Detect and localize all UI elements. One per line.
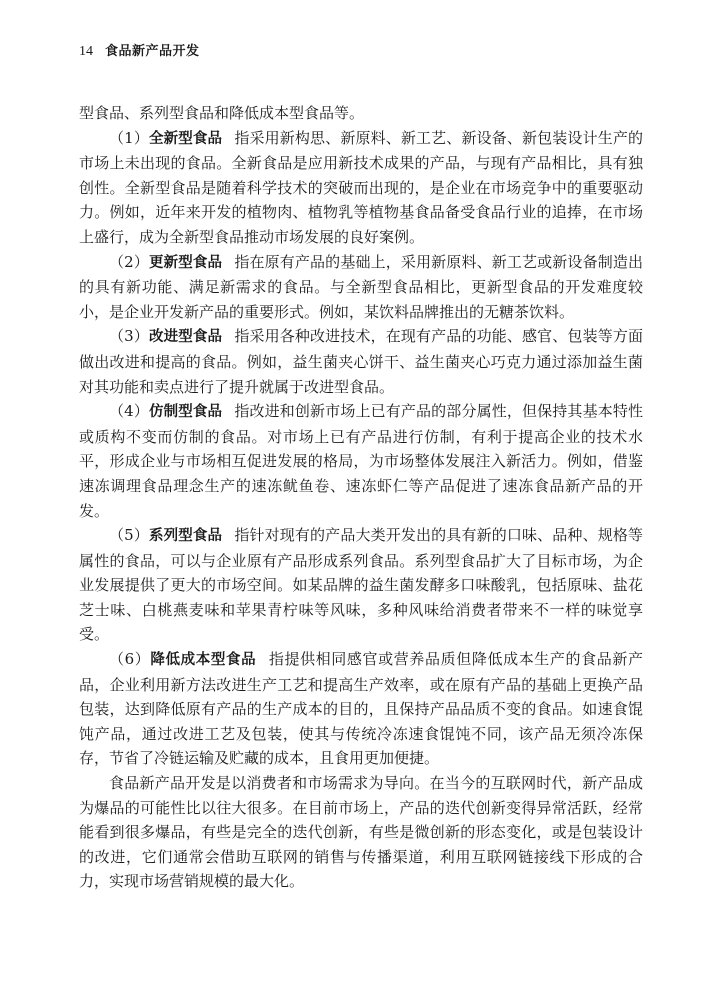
- item-number: （2）: [109, 252, 149, 271]
- item-number: （5）: [109, 526, 149, 545]
- paragraph-continuation: 型食品、系列型食品和降低成本型食品等。: [79, 104, 365, 122]
- item-number: （4）: [109, 402, 149, 421]
- paragraph-improved-food: [79, 324, 643, 399]
- item-term: 系列型食品: [148, 528, 223, 545]
- paragraph-imitation-food: [79, 399, 643, 523]
- item-term: 全新型食品: [148, 130, 223, 147]
- running-header: [79, 43, 200, 61]
- paragraph-new-food: [79, 126, 643, 250]
- book-title: 食品新产品开发: [105, 44, 200, 59]
- item-number: （3）: [109, 327, 149, 346]
- page-number: 14: [79, 44, 93, 59]
- item-term: 更新型食品: [148, 254, 223, 271]
- item-number: （1）: [109, 128, 149, 147]
- paragraph-conclusion: 食品新产品开发是以消费者和市场需求为导向。在当今的互联网时代，新产品成为爆品的可能性比以往大很多。在目前市场上，产品的迭代创新变得异常活跃，经常能看到很多爆品，有些是完全的迭代创新，有些是微创新的形态变化，或是包装设计的改进，它们通常会借助互联网的销售与传播渠道，利用互联网链接线下形成的合力，实现市场营销规模的最大化。: [79, 774, 643, 891]
- item-term: 降低成本型食品: [150, 652, 257, 669]
- item-text: 指针对现有的产品大类开发出的具有新的口味、品种、规格等属性的食品，可以与企业原有产品形成系列食品。系列型食品扩大了目标市场，为企业发展提供了更大的市场空间。如某品牌的益生菌发酵多口味酸乳，包括原味、盐花芝士味、白桃燕麦味和苹果青柠味等风味，多种风味给消费者带来不一样的味觉享受。: [79, 526, 643, 644]
- item-term: 仿制型食品: [148, 404, 223, 421]
- item-text: 指改进和创新市场上已有产品的部分属性，但保持其基本特性或质构不变而仿制的食品。对市场上已有产品进行仿制，有利于提高企业的技术水平，形成企业与市场相互促进发展的格局，为市场整体发展注入新活力。例如，借鉴速冻调理食品理念生产的速冻鱿鱼卷、速冻虾仁等产品促进了速冻食品新产品的开发。: [79, 402, 643, 520]
- item-text: 指采用新构思、新原料、新工艺、新设备、新包装设计生产的市场上未出现的食品。全新食品是应用新技术成果的产品，与现有产品相比，具有独创性。全新型食品是随着科学技术的突破而出现的，是企业在市场竞争中的重要驱动力。例如，近年来开发的植物肉、植物乳等植物基食品备受食品行业的追捧，在市场上盛行，成为全新型食品推动市场发展的良好案例。: [79, 128, 643, 246]
- item-text: 指采用各种改进技术，在现有产品的功能、感官、包装等方面做出改进和提高的食品。例如，益生菌夹心饼干、益生菌夹心巧克力通过添加益生菌对其功能和卖点进行了提升就属于改进型食品。: [79, 327, 643, 396]
- paragraph-series-food: [79, 523, 643, 647]
- item-text: 指提供相同感官或营养品质但降低成本生产的食品新产品，企业利用新方法改进生产工艺和提高生产效率，或在原有产品的基础上更换产品包装，达到降低原有产品的生产成本的目的，且保持产品品质不变的食品。如速食馄饨产品，通过改进工艺及包装，使其与传统冷冻速食馄饨不同，该产品无须冷冻保存，节省了冷链运输及贮藏的成本，且食用更加便捷。: [79, 650, 644, 768]
- item-text: 指在原有产品的基础上，采用新原料、新工艺或新设备制造出的具有新功能、满足新需求的食品。与全新型食品相比，更新型食品的开发难度较小，是企业开发新产品的重要形式。例如，某饮料品牌推出的无糖茶饮料。: [79, 252, 643, 321]
- body-text: [79, 101, 643, 894]
- item-term: 改进型食品: [148, 329, 223, 346]
- item-number: （6）: [109, 650, 151, 669]
- paragraph-cost-reduced-food: [79, 647, 643, 771]
- paragraph-updated-food: [79, 250, 643, 325]
